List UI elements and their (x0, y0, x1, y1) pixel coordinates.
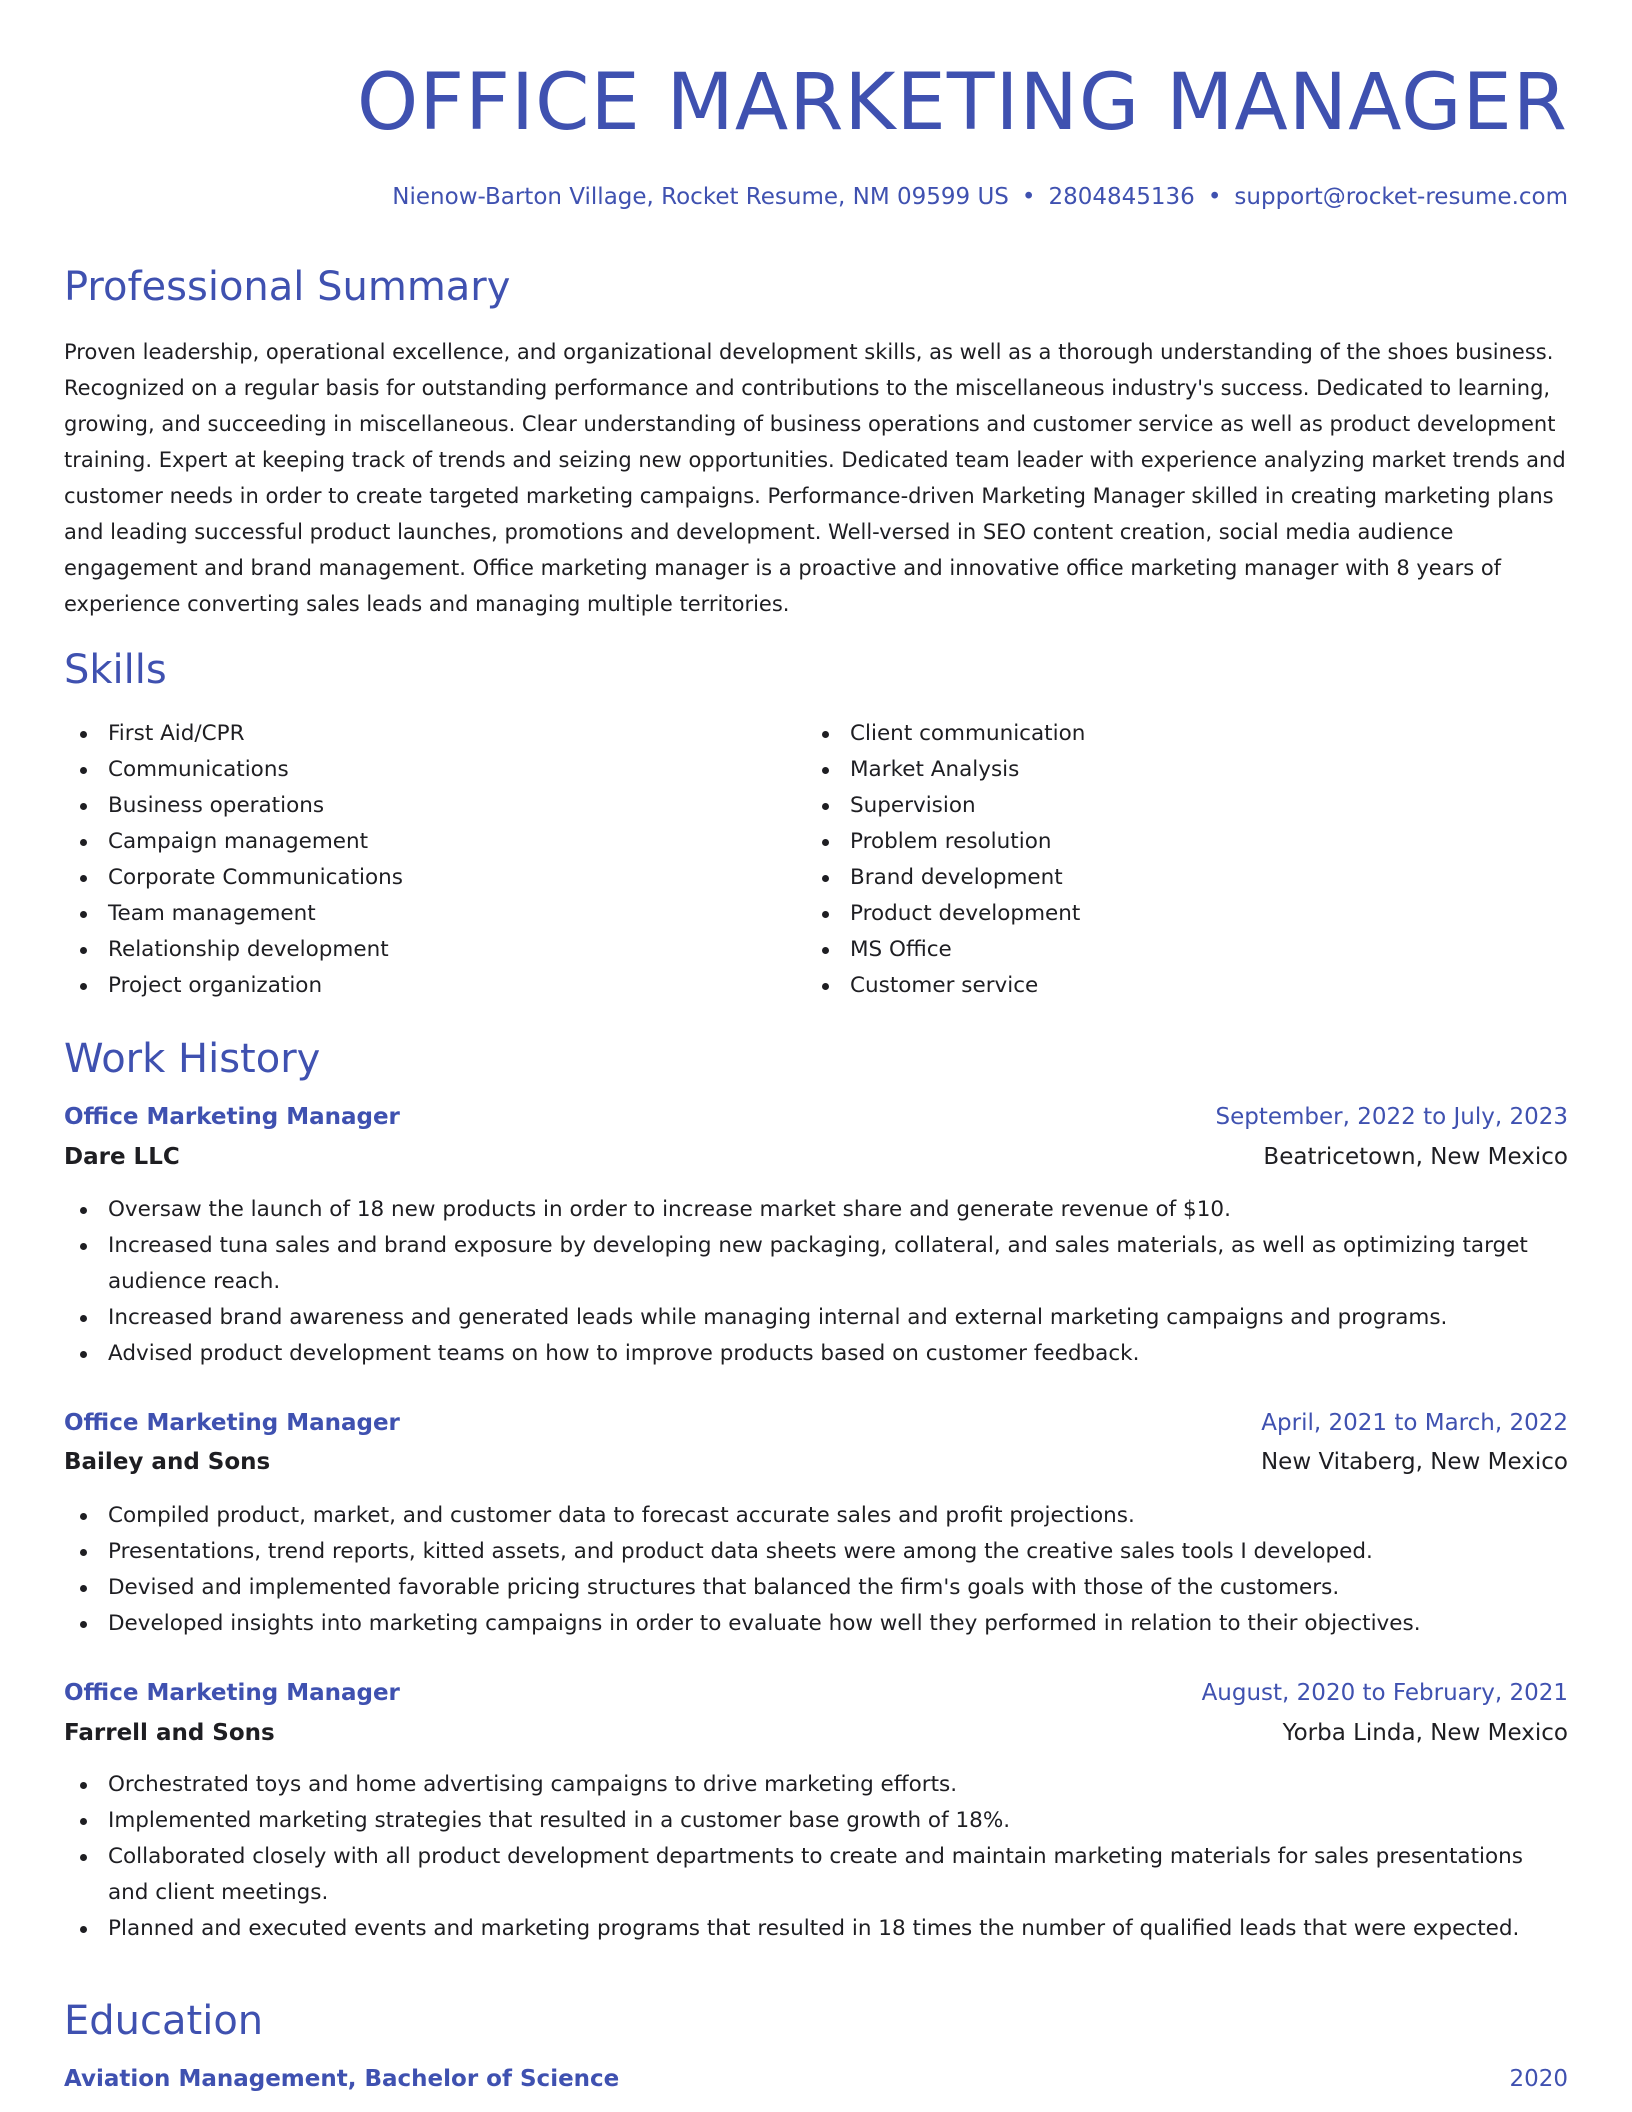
job-title: Office Marketing Manager (64, 1410, 400, 1436)
job-bullets (64, 1767, 1568, 1947)
job-location: Yorba Linda, New Mexico (1282, 1720, 1568, 1746)
job-bullet: Planned and executed events and marketing programs that resulted in 18 times the number of qualified leads that were expected. (64, 1911, 1568, 1947)
resume-title: OFFICE MARKETING MANAGER (356, 58, 1568, 148)
work-history-heading: Work History (64, 1036, 321, 1082)
job-subheader (64, 1445, 1568, 1479)
job-bullet: Presentations, trend reports, kitted assets, and product data sheets were among the creative sales tools I developed. (64, 1534, 1568, 1570)
job-bullet: Implemented marketing strategies that resulted in a customer base growth of 18%. (64, 1803, 1568, 1839)
contact-separator: • (1207, 184, 1222, 210)
job-subheader (64, 1140, 1568, 1174)
summary-heading: Professional Summary (64, 264, 511, 310)
job-header (64, 1100, 1568, 1134)
skill-item: Market Analysis (806, 752, 1085, 788)
contact-email[interactable]: support@rocket-resume.com (1234, 184, 1568, 210)
education-entry (64, 2062, 1568, 2096)
skill-item: First Aid/CPR (64, 716, 403, 752)
skill-item: Project organization (64, 968, 403, 1004)
summary-text: Proven leadership, operational excellence, and organizational development skills, as well as a thorough understanding of the shoes business. Recognized on a regular basis for outstanding performance and contributions to the miscellaneous industry's success. Dedicated to learning, growing, and succeeding in miscellaneous. Clear understanding of business operations and customer service as well as product development training. Expert at keeping track of trends and seizing new opportunities. Dedicated team leader with experience analyzing market trends and customer needs in order to create targeted marketing campaigns. Performance-driven Marketing Manager skilled in creating marketing plans and leading successful product launches, promotions and development. Well-versed in SEO content creation, social media audience engagement and brand management. Office marketing manager is a proactive and innovative office marketing manager with 8 years of experience converting sales leads and managing multiple territories. (64, 340, 1566, 616)
job-bullet: Increased tuna sales and brand exposure by developing new packaging, collateral, and sales materials, as well as optimizing target audience reach. (64, 1228, 1568, 1300)
skill-item: Communications (64, 752, 403, 788)
job-header (64, 1406, 1568, 1440)
education-heading: Education (64, 1998, 264, 2044)
contact-address: Nienow-Barton Village, Rocket Resume, NM 09599 US (392, 184, 1009, 210)
job-location: New Vitaberg, New Mexico (1260, 1449, 1568, 1475)
job-dates: August, 2020 to February, 2021 (1201, 1680, 1568, 1706)
skill-item: Problem resolution (806, 824, 1085, 860)
job-bullet: Increased brand awareness and generated leads while managing internal and external marketing campaigns and programs. (64, 1300, 1568, 1336)
skill-item: Supervision (806, 788, 1085, 824)
skill-item: Campaign management (64, 824, 403, 860)
skill-item: Relationship development (64, 932, 403, 968)
job-bullets (64, 1498, 1568, 1642)
skill-item: Business operations (64, 788, 403, 824)
skill-item: Team management (64, 896, 403, 932)
skill-item: Brand development (806, 860, 1085, 896)
education-year: 2020 (1509, 2066, 1568, 2092)
skill-item: Customer service (806, 968, 1085, 1004)
job-company: Bailey and Sons (64, 1449, 271, 1475)
skill-item: Product development (806, 896, 1085, 932)
contact-phone: 2804845136 (1048, 184, 1195, 210)
job-company: Dare LLC (64, 1144, 180, 1170)
education-degree: Aviation Management, Bachelor of Science (64, 2066, 620, 2092)
skills-heading: Skills (64, 647, 167, 693)
skills-list-left (64, 716, 403, 1004)
job-subheader (64, 1716, 1568, 1750)
job-bullets (64, 1192, 1568, 1372)
job-dates: April, 2021 to March, 2022 (1261, 1410, 1568, 1436)
job-header (64, 1676, 1568, 1710)
contact-separator: • (1021, 184, 1036, 210)
job-title: Office Marketing Manager (64, 1104, 400, 1130)
skill-item: MS Office (806, 932, 1085, 968)
job-location: Beatricetown, New Mexico (1263, 1144, 1568, 1170)
skills-list-right (806, 716, 1085, 1004)
job-bullet: Orchestrated toys and home advertising campaigns to drive marketing efforts. (64, 1767, 1568, 1803)
job-bullet: Oversaw the launch of 18 new products in order to increase market share and generate revenue of $10. (64, 1192, 1568, 1228)
job-bullet: Advised product development teams on how to improve products based on customer feedback. (64, 1336, 1568, 1372)
job-bullet: Developed insights into marketing campaigns in order to evaluate how well they performed in relation to their objectives. (64, 1606, 1568, 1642)
job-company: Farrell and Sons (64, 1720, 275, 1746)
contact-line (392, 180, 1568, 214)
job-bullet: Devised and implemented favorable pricing structures that balanced the firm's goals with those of the customers. (64, 1570, 1568, 1606)
skill-item: Client communication (806, 716, 1085, 752)
job-title: Office Marketing Manager (64, 1680, 400, 1706)
job-bullet: Collaborated closely with all product development departments to create and maintain marketing materials for sales presentations and client meetings. (64, 1839, 1568, 1911)
job-dates: September, 2022 to July, 2023 (1215, 1104, 1568, 1130)
job-bullet: Compiled product, market, and customer data to forecast accurate sales and profit projections. (64, 1498, 1568, 1534)
skill-item: Corporate Communications (64, 860, 403, 896)
